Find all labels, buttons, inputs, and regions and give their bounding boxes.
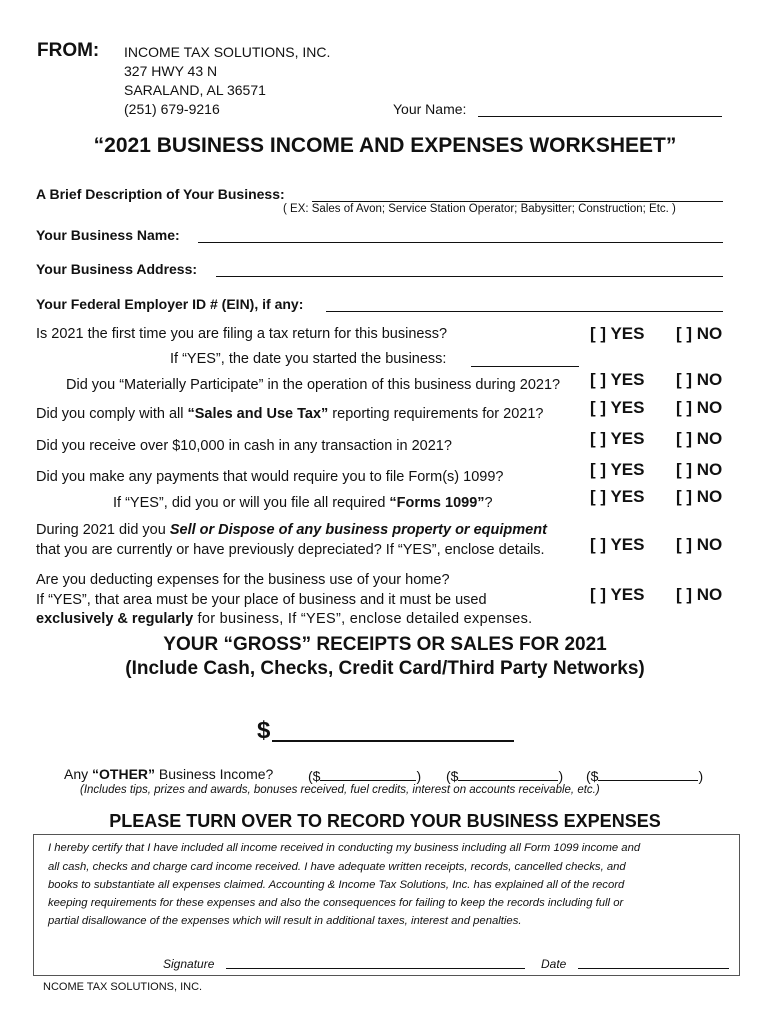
q5-yes-checkbox[interactable]: [ ] YES: [590, 460, 645, 479]
gross-subheading: (Include Cash, Checks, Credit Card/Third Party Networks): [125, 658, 645, 679]
question-dispose-line1: During 2021 did you Sell or Dispose of any business property or equipment: [36, 522, 547, 538]
certification-line-2: all cash, checks and charge card income received. I have adequate written receipts, records, cancelled checks, and: [48, 861, 626, 873]
question-material-participation: Did you “Materially Participate” in the operation of this business during 2021?: [66, 377, 561, 393]
other-income-3: ($ ): [586, 768, 704, 784]
q7-yes-checkbox[interactable]: [ ] YES: [590, 585, 645, 604]
certification-line-5: partial disallowance of the expenses which will result in additional taxes, interest and penalties.: [48, 915, 522, 927]
description-label: A Brief Description of Your Business:: [36, 186, 285, 202]
business-name-label: Your Business Name:: [36, 227, 180, 243]
ein-label: Your Federal Employer ID # (EIN), if any:: [36, 296, 304, 312]
q2-yes-checkbox[interactable]: [ ] YES: [590, 370, 645, 389]
your-name-field[interactable]: [478, 116, 722, 117]
q5-no-checkbox[interactable]: [ ] NO: [676, 460, 723, 479]
q3-yes-checkbox[interactable]: [ ] YES: [590, 398, 645, 417]
question-1099-payments: Did you make any payments that would require you to file Form(s) 1099?: [36, 469, 504, 485]
business-name-field[interactable]: [198, 242, 723, 243]
question-home-line2: If “YES”, that area must be your place of business and it must be used: [36, 592, 487, 608]
other-income-label: Any “OTHER” Business Income?: [64, 766, 274, 782]
other-income-2: ($ ): [446, 768, 564, 784]
business-address-label: Your Business Address:: [36, 261, 198, 277]
certification-line-4: keeping requirements for these expenses and also the consequences for failing to keep the records including full or: [48, 897, 624, 909]
q5b-no-checkbox[interactable]: [ ] NO: [676, 487, 723, 506]
company-street: 327 HWY 43 N: [124, 63, 218, 79]
other-income-note: (Includes tips, prizes and awards, bonuses received, fuel credits, interest on accounts receivable, etc.): [80, 784, 600, 796]
turn-over-heading: PLEASE TURN OVER TO RECORD YOUR BUSINESS EXPENSES: [109, 811, 661, 831]
date-label: Date: [541, 957, 567, 971]
q1-no-checkbox[interactable]: [ ] NO: [676, 324, 723, 343]
ein-field[interactable]: [326, 311, 723, 312]
certification-line-1: I hereby certify that I have included all income received in conducting my business including all Form 1099 income and: [48, 842, 641, 854]
company-city: SARALAND, AL 36571: [124, 82, 266, 98]
signature-field[interactable]: [226, 968, 525, 969]
question-1099-filed: If “YES”, did you or will you file all required “Forms 1099”?: [113, 495, 493, 511]
description-field[interactable]: [312, 201, 723, 202]
question-start-date: If “YES”, the date you started the business:: [170, 351, 447, 367]
q2-no-checkbox[interactable]: [ ] NO: [676, 370, 723, 389]
q3-no-checkbox[interactable]: [ ] NO: [676, 398, 723, 417]
start-date-field[interactable]: [471, 366, 579, 367]
q4-no-checkbox[interactable]: [ ] NO: [676, 429, 723, 448]
business-address-field[interactable]: [216, 276, 723, 277]
question-dispose-line2: that you are currently or have previously depreciated? If “YES”, enclose details.: [36, 542, 545, 558]
question-home-line1: Are you deducting expenses for the business use of your home?: [36, 572, 450, 588]
company-phone: (251) 679-9216: [124, 101, 220, 117]
worksheet-title: “2021 BUSINESS INCOME AND EXPENSES WORKSHEET”: [93, 134, 677, 157]
your-name-label: Your Name:: [393, 101, 467, 117]
question-sales-tax: Did you comply with all “Sales and Use Tax” reporting requirements for 2021?: [36, 406, 544, 422]
q6-yes-checkbox[interactable]: [ ] YES: [590, 535, 645, 554]
gross-dollar-sign: $: [257, 717, 271, 744]
company-name: INCOME TAX SOLUTIONS, INC.: [124, 44, 331, 60]
other-income-field-1[interactable]: [320, 766, 416, 781]
question-home-line3: exclusively & regularly for business, If “YES”, enclose detailed expenses.: [36, 611, 533, 627]
description-example: ( EX: Sales of Avon; Service Station Operator; Babysitter; Construction; Etc. ): [283, 203, 676, 215]
from-label: FROM:: [37, 40, 100, 61]
gross-heading: YOUR “GROSS” RECEIPTS OR SALES FOR 2021: [163, 634, 607, 655]
date-field[interactable]: [578, 968, 729, 969]
q1-yes-checkbox[interactable]: [ ] YES: [590, 324, 645, 343]
question-first-time: Is 2021 the first time you are filing a tax return for this business?: [36, 326, 448, 342]
other-income-field-3[interactable]: [598, 766, 698, 781]
q7-no-checkbox[interactable]: [ ] NO: [676, 585, 723, 604]
q5b-yes-checkbox[interactable]: [ ] YES: [590, 487, 645, 506]
question-cash: Did you receive over $10,000 in cash in any transaction in 2021?: [36, 438, 452, 454]
gross-amount-field[interactable]: [272, 740, 514, 742]
certification-line-3: books to substantiate all expenses claimed. Accounting & Income Tax Solutions, Inc. has explained all of the record: [48, 879, 625, 891]
footer-company: NCOME TAX SOLUTIONS, INC.: [43, 981, 203, 993]
signature-label: Signature: [163, 957, 215, 971]
other-income-1: ($ ): [308, 768, 422, 784]
certification-box: [33, 834, 740, 976]
other-income-field-2[interactable]: [458, 766, 558, 781]
q4-yes-checkbox[interactable]: [ ] YES: [590, 429, 645, 448]
q6-no-checkbox[interactable]: [ ] NO: [676, 535, 723, 554]
